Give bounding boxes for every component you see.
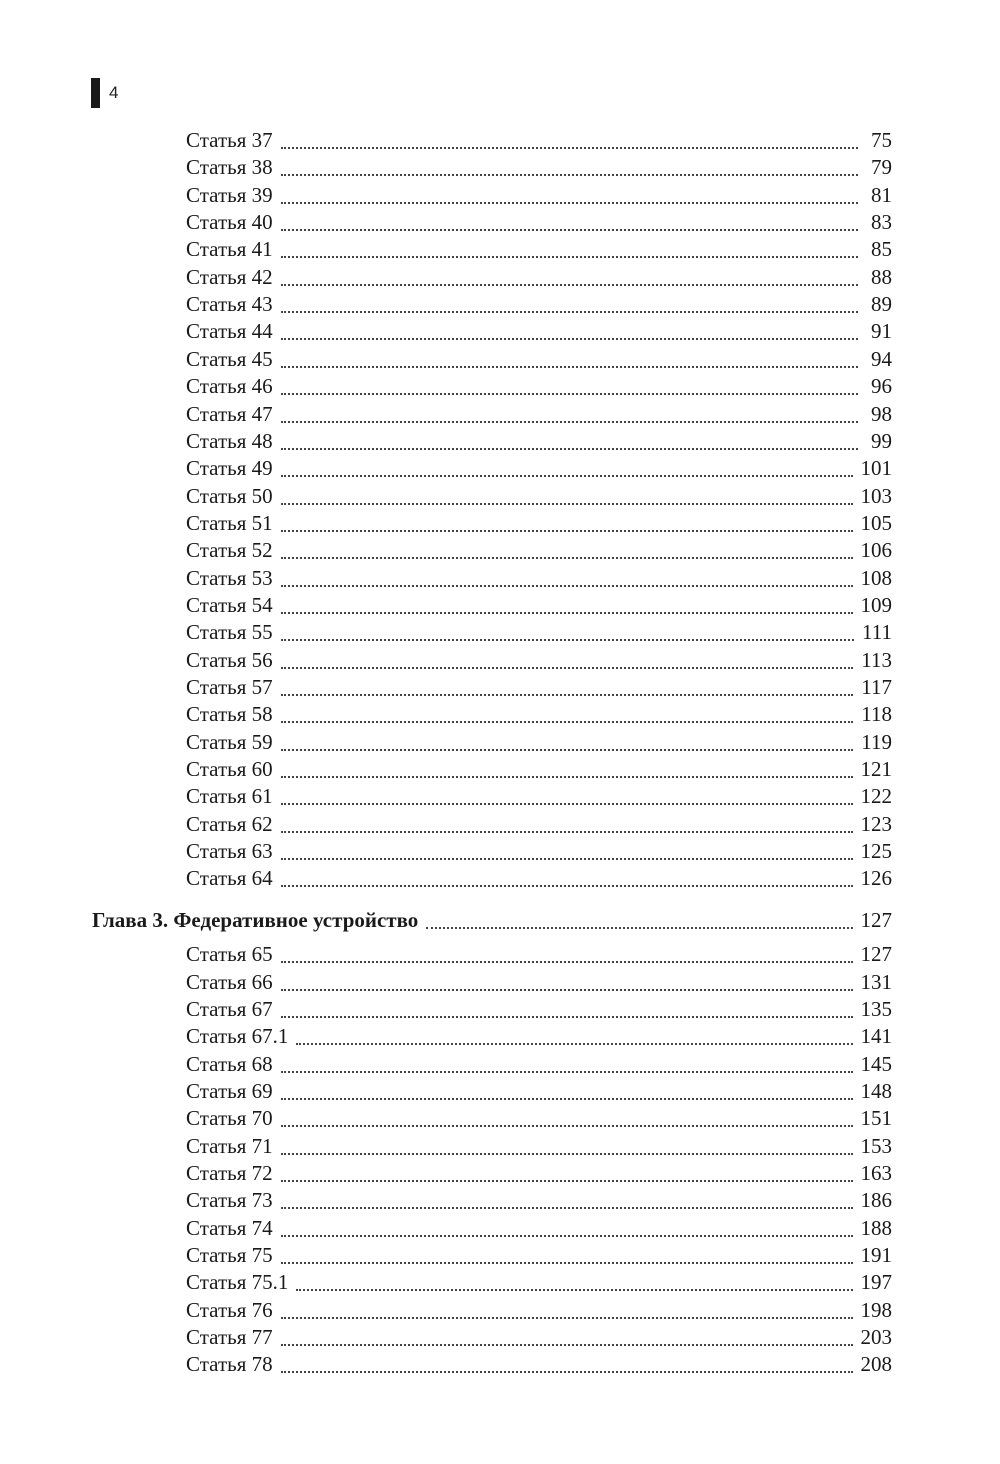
toc-page-number: 208 xyxy=(860,1352,892,1377)
toc-page-number: 203 xyxy=(860,1325,892,1350)
toc-page-number: 135 xyxy=(860,996,892,1021)
toc-entry[interactable] xyxy=(186,428,892,455)
toc-entry-title: Статья 73 xyxy=(186,1188,273,1213)
toc-entry[interactable] xyxy=(186,291,892,318)
toc-entry[interactable] xyxy=(186,1324,892,1351)
toc-page-number: 83 xyxy=(871,210,892,235)
toc-entry-title: Статья 68 xyxy=(186,1051,273,1076)
toc-entry[interactable] xyxy=(186,729,892,756)
toc-page-number: 99 xyxy=(871,428,892,453)
dot-leader xyxy=(281,727,854,751)
toc-page-number: 91 xyxy=(871,319,892,344)
toc-page-number: 106 xyxy=(860,538,892,563)
toc-entry[interactable] xyxy=(186,647,892,674)
toc-entry-title: Статья 37 xyxy=(186,128,273,152)
dot-leader xyxy=(281,1076,853,1100)
dot-leader xyxy=(281,1158,853,1182)
dot-leader xyxy=(281,754,853,778)
toc-entry[interactable] xyxy=(186,1297,892,1324)
toc-entry-title: Статья 64 xyxy=(186,866,273,891)
toc-entry-title: Статья 55 xyxy=(186,620,273,645)
toc-page-number: 127 xyxy=(860,907,892,932)
toc-page-number: 153 xyxy=(860,1133,892,1158)
toc-entry[interactable] xyxy=(186,592,892,619)
toc-page-number: 85 xyxy=(871,237,892,262)
toc-entry-title: Статья 42 xyxy=(186,264,273,289)
toc-page-number: 118 xyxy=(861,702,892,727)
dot-leader xyxy=(281,207,858,231)
dot-leader xyxy=(281,781,853,805)
toc-entry-title: Статья 78 xyxy=(186,1352,273,1377)
dot-leader xyxy=(281,1185,853,1209)
dot-leader xyxy=(426,905,852,929)
toc-entry[interactable] xyxy=(186,318,892,345)
toc-entry[interactable] xyxy=(186,264,892,291)
toc-entry[interactable] xyxy=(186,674,892,701)
toc-entry[interactable] xyxy=(186,401,892,428)
dot-leader xyxy=(281,617,854,641)
toc-entry[interactable] xyxy=(186,346,892,373)
dot-leader xyxy=(281,371,858,395)
toc-page-number: 88 xyxy=(871,264,892,289)
toc-entry-title: Статья 77 xyxy=(186,1325,273,1350)
toc-entry-title: Статья 67.1 xyxy=(186,1024,289,1049)
toc-entry[interactable] xyxy=(186,1078,892,1105)
toc-entry-title: Статья 74 xyxy=(186,1215,273,1240)
dot-leader xyxy=(281,426,858,450)
toc-page-number: 75 xyxy=(871,128,892,152)
toc-entry-title: Статья 48 xyxy=(186,428,273,453)
toc-page-number: 191 xyxy=(860,1243,892,1267)
toc-entry-title: Статья 59 xyxy=(186,729,273,754)
toc-page-number: 198 xyxy=(860,1297,892,1322)
toc-page-number: 119 xyxy=(861,729,892,754)
dot-leader xyxy=(281,234,858,258)
toc-entry[interactable] xyxy=(186,865,892,892)
toc-entry[interactable] xyxy=(186,756,892,783)
dot-leader xyxy=(281,453,853,477)
toc-entry-title: Статья 51 xyxy=(186,510,273,535)
toc-page-number: 141 xyxy=(860,1024,892,1049)
toc-page-number: 123 xyxy=(860,811,892,836)
toc-page-number: 125 xyxy=(860,839,892,864)
toc-entry-title: Статья 50 xyxy=(186,483,273,508)
toc-entry-title: Статья 38 xyxy=(186,155,273,180)
toc-chapter-title: Глава 3. Федеративное устройство xyxy=(92,907,419,932)
toc-entry[interactable] xyxy=(186,838,892,865)
toc-entry[interactable] xyxy=(186,236,892,263)
toc-entry[interactable] xyxy=(186,209,892,236)
toc-page-number: 197 xyxy=(860,1270,892,1295)
toc-entry[interactable] xyxy=(186,154,892,181)
toc-page-number: 101 xyxy=(860,456,892,481)
dot-leader xyxy=(281,1049,853,1073)
toc-page-number: 186 xyxy=(860,1188,892,1213)
toc-entry-title: Статья 63 xyxy=(186,839,273,864)
page-marker-bar xyxy=(91,78,100,108)
toc-entry[interactable] xyxy=(186,373,892,400)
toc-entry[interactable] xyxy=(186,1105,892,1132)
toc-entry[interactable] xyxy=(186,1187,892,1214)
dot-leader xyxy=(281,481,853,505)
toc-page-number: 151 xyxy=(860,1106,892,1131)
toc-page-number: 126 xyxy=(860,866,892,891)
toc-entry[interactable] xyxy=(186,1133,892,1160)
toc-entry[interactable] xyxy=(186,969,892,996)
toc-entry-title: Статья 52 xyxy=(186,538,273,563)
toc-entry-title: Статья 43 xyxy=(186,292,273,317)
toc-entry[interactable] xyxy=(186,1242,892,1269)
dot-leader xyxy=(281,645,854,669)
toc-entry[interactable] xyxy=(186,1023,892,1050)
toc-entry-title: Статья 58 xyxy=(186,702,273,727)
toc-page-number: 122 xyxy=(860,784,892,809)
toc-entry-title: Статья 69 xyxy=(186,1078,273,1103)
toc-page-number: 121 xyxy=(860,757,892,782)
toc-entry[interactable] xyxy=(186,1051,892,1078)
dot-leader xyxy=(281,344,858,368)
toc-entry-title: Статья 76 xyxy=(186,1297,273,1322)
toc-page-number: 148 xyxy=(860,1078,892,1103)
dot-leader xyxy=(281,1349,853,1373)
toc-entry-title: Статья 65 xyxy=(186,942,273,967)
dot-leader xyxy=(281,316,858,340)
toc-entry[interactable] xyxy=(186,1269,892,1296)
toc-entry-title: Статья 39 xyxy=(186,182,273,207)
toc-entry[interactable] xyxy=(186,811,892,838)
toc-page-number: 103 xyxy=(860,483,892,508)
dot-leader xyxy=(281,672,854,696)
dot-leader xyxy=(281,262,858,286)
toc-entry-title: Статья 62 xyxy=(186,811,273,836)
dot-leader xyxy=(281,1131,853,1155)
dot-leader xyxy=(296,1267,852,1291)
toc-entry[interactable] xyxy=(186,1215,892,1242)
dot-leader xyxy=(281,967,853,991)
dot-leader xyxy=(281,125,858,149)
dot-leader xyxy=(281,1103,853,1127)
toc-entry-title: Статья 66 xyxy=(186,969,273,994)
toc-entry[interactable] xyxy=(186,996,892,1023)
toc-entry-title: Статья 53 xyxy=(186,565,273,590)
toc-entry[interactable] xyxy=(186,565,892,592)
dot-leader xyxy=(281,939,853,963)
toc-page-number: 98 xyxy=(871,401,892,426)
toc-entry-title: Статья 75 xyxy=(186,1243,273,1267)
toc-page-number: 131 xyxy=(860,969,892,994)
toc-page-number: 111 xyxy=(862,620,892,645)
dot-leader xyxy=(281,152,858,176)
toc-entry[interactable] xyxy=(186,701,892,728)
toc-page-number: 109 xyxy=(860,592,892,617)
toc-page-number: 81 xyxy=(871,182,892,207)
toc-entry[interactable] xyxy=(186,619,892,646)
toc-entry-title: Статья 60 xyxy=(186,757,273,782)
dot-leader xyxy=(296,1021,852,1045)
toc-page-number: 117 xyxy=(861,675,892,699)
dot-leader xyxy=(281,289,858,313)
toc-entry-title: Статья 72 xyxy=(186,1160,273,1185)
dot-leader xyxy=(281,836,853,860)
toc-entry[interactable] xyxy=(186,1351,892,1378)
toc-page-number: 145 xyxy=(860,1051,892,1076)
dot-leader xyxy=(281,1295,853,1319)
toc-page-number: 108 xyxy=(860,565,892,590)
toc-entry-title: Статья 56 xyxy=(186,647,273,672)
toc-entry[interactable] xyxy=(186,182,892,209)
toc-chapter-row[interactable] xyxy=(92,907,892,934)
toc-entry-title: Статья 46 xyxy=(186,374,273,399)
dot-leader xyxy=(281,863,853,887)
toc-entry-title: Статья 49 xyxy=(186,456,273,481)
toc-page-number: 163 xyxy=(860,1160,892,1185)
dot-leader xyxy=(281,590,853,614)
toc-entry-title: Статья 75.1 xyxy=(186,1270,289,1295)
toc-entry-title: Статья 40 xyxy=(186,210,273,235)
toc-page-number: 89 xyxy=(871,292,892,317)
toc-page-number: 113 xyxy=(861,647,892,672)
toc-entry-title: Статья 71 xyxy=(186,1133,273,1158)
toc-entry-title: Статья 67 xyxy=(186,996,273,1021)
dot-leader xyxy=(281,508,853,532)
dot-leader xyxy=(281,180,858,204)
toc-entry[interactable] xyxy=(186,455,892,482)
toc-page-number: 79 xyxy=(871,155,892,180)
toc-entry[interactable] xyxy=(186,127,892,154)
toc-page-number: 96 xyxy=(871,374,892,399)
toc-page-number: 94 xyxy=(871,346,892,371)
toc-entry[interactable] xyxy=(186,537,892,564)
dot-leader xyxy=(281,1322,853,1346)
toc-entry-title: Статья 47 xyxy=(186,401,273,426)
toc-entry-title: Статья 44 xyxy=(186,319,273,344)
toc-page-number: 127 xyxy=(860,942,892,967)
dot-leader xyxy=(281,809,853,833)
dot-leader xyxy=(281,563,853,587)
toc-entry[interactable] xyxy=(186,510,892,537)
toc-entry-title: Статья 70 xyxy=(186,1106,273,1131)
toc-entry-title: Статья 61 xyxy=(186,784,273,809)
dot-leader xyxy=(281,399,858,423)
toc-entry[interactable] xyxy=(186,483,892,510)
toc-page-number: 188 xyxy=(860,1215,892,1240)
toc-entry-title: Статья 57 xyxy=(186,675,273,699)
toc-entry[interactable] xyxy=(186,783,892,810)
toc-entry-title: Статья 45 xyxy=(186,346,273,371)
toc-entry[interactable] xyxy=(186,1160,892,1187)
dot-leader xyxy=(281,1240,853,1264)
dot-leader xyxy=(281,699,854,723)
toc-entry-title: Статья 41 xyxy=(186,237,273,262)
toc-entry[interactable] xyxy=(186,941,892,968)
toc-entry-title: Статья 54 xyxy=(186,592,273,617)
dot-leader xyxy=(281,535,853,559)
dot-leader xyxy=(281,994,853,1018)
toc-page-number: 105 xyxy=(860,510,892,535)
page-number: 4 xyxy=(109,83,119,102)
dot-leader xyxy=(281,1213,853,1237)
